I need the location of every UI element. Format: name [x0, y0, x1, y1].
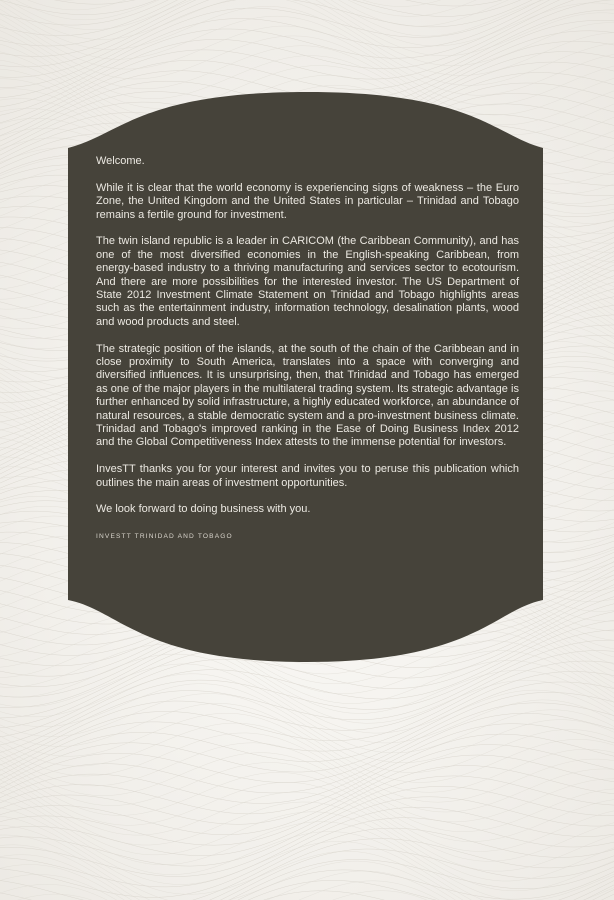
letter-greeting: Welcome.: [96, 155, 145, 167]
letter-paragraph-caricom: The twin island republic is a leader in CARICOM (the Caribbean Community), and has one of the most diversified economies in the English-speaking Caribbean, from energy-based industry to a thriving manufacturing and services sector to ecotourism. And there are more possibilities for the interested investor. The US Department of State 2012 Investment Climate Statement on Trinidad and Tobago highlights areas such as the entertainment industry, information technology, desalination plants, wood and wood products and steel.: [96, 235, 519, 328]
letter-paragraph-strategic-position: The strategic position of the islands, at the south of the chain of the Caribbean and in close proximity to South America, translates into a space with converging and diversified influences. It is unsurprising, then, that Trinidad and Tobago has emerged as one of the major players in the multilateral trading system. Its strategic advantage is further enhanced by solid infrastructure, a highly educated workforce, an abundance of natural resources, a stable democratic system and a pro-investment business climate. Trinidad and Tobago's improved ranking in the Ease of Doing Business Index 2012 and the Global Competitiveness Index attests to the immense potential for investors.: [96, 342, 519, 449]
welcome-letter: [96, 155, 519, 544]
letter-signature: INVESTT TRINIDAD AND TOBAGO: [96, 533, 233, 541]
letter-paragraph-thanks: InvesTT thanks you for your interest and invites you to peruse this publication which outlines the main areas of investment opportunities.: [96, 463, 519, 489]
letter-paragraph-economy: While it is clear that the world economy is experiencing signs of weakness – the Euro Zone, the United Kingdom and the United States in particular – Trinidad and Tobago remains a fertile ground for investment.: [96, 181, 519, 221]
letter-closing: We look forward to doing business with you.: [96, 503, 311, 516]
